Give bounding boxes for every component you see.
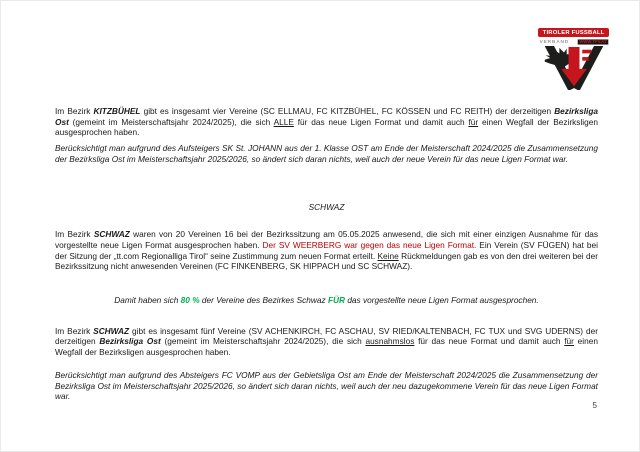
text-segment: Im Bezirk (55, 229, 94, 240)
text-segment: einen Wegfall der Bezirksligen ausgesprochen haben. (55, 336, 598, 358)
text-segment: Im Bezirk (55, 325, 94, 336)
paragraph-schwaz-meeting (55, 229, 598, 272)
document-body (55, 106, 598, 402)
emphasized-word: für (564, 336, 574, 347)
league-name: Bezirksliga Ost (55, 106, 598, 127)
emphasized-word: ALLE (273, 116, 294, 127)
text-segment: für das neue Format und damit auch (414, 336, 565, 347)
league-name: Bezirksliga Ost (99, 336, 161, 347)
text-segment: Berücksichtigt man aufgrund des Absteigers FC VOMP aus der Gebietsliga Ost am Ende der Meisterschaft 2024/2025 die Zusammensetzung der Bezirksliga Ost im Meisterschaftsjahr 2025/2026, so ändert sich daran nichts, weil auch der neu dazugekommene Verein für das neue Ligen Format war. (55, 369, 598, 402)
text-segment: der Vereine des Bezirkes Schwaz (199, 295, 328, 306)
paragraph-kitzbuehel-note (55, 143, 598, 164)
page-number: 5 (592, 400, 597, 410)
text-segment: Berücksichtigt man aufgrund des Aufsteigers SK St. JOHANN aus der 1. Klasse OST am Ende der Meisterschaft 2024/2025 die Zusammensetzung der Bezirksliga Ost im Meisterschaftsjahr 2025/2026, so ändert sich daran nichts, weil auch der neue Verein für das neue Ligen Format war. (55, 143, 598, 164)
text-segment: Ein Verein (SV FÜGEN) hat bei der Sitzung der „tt.com Regionalliga Tirol“ seine Zustimmung zum neuen Format erteilt. (55, 239, 598, 261)
emphasized-word: ausnahmslos (365, 336, 415, 347)
text-segment: Rückmeldungen gab es von den drei weiteren bei der Bezirkssitzung nicht anwesenden Vereinen (FC FINKENBERG, SK HIPPACH und SC SCHWAZ). (55, 250, 598, 272)
percentage-value: 80 % (180, 295, 200, 306)
logo-banner (538, 28, 609, 37)
text-segment: einen Wegfall der Bezirksligen ausgesprochen haben. (55, 116, 598, 138)
against-statement: Der SV WEERBERG war gegen das neue Ligen Format. (262, 239, 477, 250)
logo-website-badge: WWW.TFV.AT (579, 38, 607, 45)
logo-subtitle: VERBAND (539, 39, 570, 44)
paragraph-schwaz-summary (55, 295, 598, 306)
tfv-emblem-icon (542, 46, 606, 90)
text-segment: Im Bezirk (55, 106, 94, 116)
emphasized-word: FÜR (327, 295, 346, 306)
paragraph-schwaz-note (55, 370, 598, 402)
paragraph-kitzbuehel-overview (55, 106, 598, 138)
text-segment: (gemeint im Meisterschaftsjahr 2024/2025), die sich (160, 336, 366, 347)
emphasized-word: Keine (377, 250, 399, 261)
text-segment: (gemeint im Meisterschaftsjahr 2024/2025), die sich (68, 116, 274, 127)
tfv-logo (538, 28, 609, 90)
district-name: SCHWAZ (93, 229, 130, 240)
text-segment: gibt es insgesamt fünf Vereine (SV ACHENKIRCH, FC ASCHAU, SV RIED/KALTENBACH, FC TUX und SVG UDERNS) der derzeitigen (55, 325, 598, 347)
district-name: KITZBÜHEL (93, 106, 141, 116)
logo-subtitle-row (538, 38, 609, 45)
text-segment: gibt es insgesamt vier Vereine (SC ELLMAU, FC KITZBÜHEL, FC KÖSSEN und FC REITH) der derzeitigen (140, 106, 555, 116)
text-segment: das vorgestellte neue Ligen Format ausgesprochen. (345, 295, 539, 306)
paragraph-schwaz-overview (55, 326, 598, 358)
district-name: SCHWAZ (93, 325, 130, 336)
emphasized-word: für (468, 116, 479, 127)
text-segment: Damit haben sich (114, 295, 181, 306)
logo-title: TIROLER FUSSBALL (542, 29, 605, 36)
text-segment: für das neue Ligen Format und damit auch (293, 116, 469, 127)
text-segment: waren von 20 Vereinen 16 bei der Bezirkssitzung am 05.05.2025 anwesend, die sich mit einer einzigen Ausnahme für das vorgestellte neue Ligen Format ausgesprochen haben. (55, 229, 598, 250)
section-heading-schwaz: SCHWAZ (308, 201, 345, 212)
